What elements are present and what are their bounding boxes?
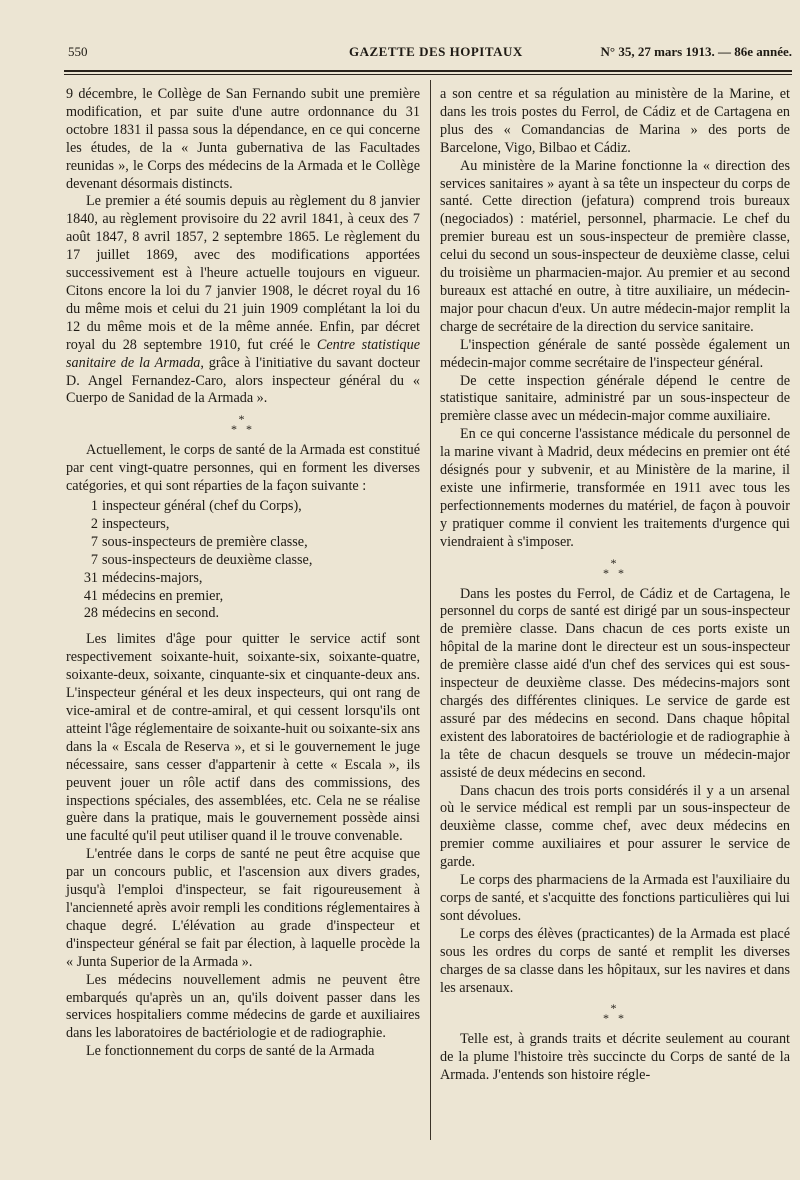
list-item: 28 médecins en second. xyxy=(83,605,220,622)
list-item: 7 sous-inspecteurs de deuxième classe, xyxy=(90,551,313,568)
list-item: 7 sous-inspecteurs de première classe, xyxy=(90,533,308,550)
list-item: 31 médecins-majors, xyxy=(83,569,203,586)
header-rule-thin xyxy=(64,74,792,75)
personnel-list xyxy=(66,498,420,623)
paragraph: Les limites d'âge pour quitter le service actif sont respectivement soixante-huit, soixante-six, soixante-quatre, soixante-deux, soixante, cinquante-six et cinquante-deux ans. L'inspecteur général et les deux inspecteurs, qui ont rang de vice-amiral et de contre-amiral, et qui cessent lorsqu'ils ont atteint l'âge réglementaire de soixante-huit ou soixante-six ans dans la « Escala de Reserva », et si le gouvernement le juge nécessaire, sans cesser d'appartenir à cette « Escala », ils peuvent jouer un rôle actif dans des commissions, des inspections spéciales, des assemblées, etc. Cela ne se réalise guère dans la pratique, mais le gouvernement possède ainsi une faculté qu'il peut utiliser quand il le trouve convenable. xyxy=(66,631,420,845)
column-divider xyxy=(430,80,431,1140)
paragraph: Le corps des élèves (practicantes) de la Armada est placé sous les ordres du corps de santé et remplit les diverses charges de sa classe dans les hôpitaux, sur les navires et dans les arsenaux. xyxy=(440,925,790,996)
section-separator: * * * xyxy=(231,412,255,437)
paragraph: Au ministère de la Marine fonctionne la « direction des services sanitaires » ayant à sa tête un inspecteur du corps de santé. Cette direction (jefatura) comprend trois bureaux (negociados) : matériel, personnel, pharmacie. Le chef du premier bureau est un sous-inspecteur de première classe, celui du second un sous-inspecteur de deuxième classe, celui du troisième un pharmacien-major. Au premier et au second bureaux est attaché en outre, à titre auxiliaire, un médecin-major pour chacun d'eux. Un autre médecin-major remplit la charge de secrétaire de la direction du service sanitaire. xyxy=(440,157,790,335)
paragraph: 9 décembre, le Collège de San Fernando subit une première modification, et par suite d'une autre ordonnance du 31 octobre 1831 il passa sous la dépendance, en ce qui concerne les études, de la « Junta gubernativa de las Facultades reunidas », le Corps des médecins de la Armada et le Collège devenant désormais distincts. xyxy=(66,86,420,192)
running-header xyxy=(64,44,792,64)
paragraph: En ce qui concerne l'assistance médicale du personnel de la marine vivant à Madrid, deux médecins en premier ont été désignés pour y subvenir, et au Ministère de la marine, il existe une infirmerie, transformée en 1911 avec tous les perfectionnements modernes du matériel, de façon à pouvoir y pratiquer comme il convient les traitements d'urgence qui viendraient à s'imposer. xyxy=(440,426,790,550)
left-column xyxy=(66,86,420,1061)
issue-info: N° 35, 27 mars 1913. — 86e année. xyxy=(600,44,792,59)
paragraph: a son centre et sa régulation au ministère de la Marine, et dans les trois postes du Ferrol, de Cádiz et de Cartagena en plus des « Comandancias de Marina » des ports de Barcelone, Vigo, Bilbao et Cádiz. xyxy=(440,86,790,156)
paragraph: L'inspection générale de santé possède également un médecin-major comme secrétaire de l'inspecteur général. xyxy=(440,336,790,371)
section-separator: * * * xyxy=(603,1001,627,1026)
paragraph: Telle est, à grands traits et décrite seulement au courant de la plume l'histoire très succincte du Corps de santé de la Armada. J'entends son histoire régle- xyxy=(440,1031,790,1084)
list-item: 2 inspecteurs, xyxy=(90,515,170,532)
section-separator: * * * xyxy=(603,555,627,580)
list-item: 41 médecins en premier, xyxy=(83,587,224,604)
right-column xyxy=(440,86,790,1085)
journal-title: GAZETTE DES HOPITAUX xyxy=(349,44,523,59)
paragraph: Actuellement, le corps de santé de la Armada est constitué par cent vingt-quatre personnes, qui en forment les diverses catégories, et qui sont réparties de la façon suivante : xyxy=(66,442,420,495)
page-number: 550 xyxy=(68,44,88,59)
paragraph: L'entrée dans le corps de santé ne peut être acquise que par un concours public, et l'ascension aux divers grades, jusqu'à l'emploi d'inspecteur, se fait rigoureusement à l'ancienneté après avoir rempli les conditions réglementaires à chaque degré. L'élévation au grade d'inspecteur et d'inspecteur général se fait par élection, à laquelle procède la « Junta Superior de la Armada ». xyxy=(66,846,420,970)
paragraph: Le corps des pharmaciens de la Armada est l'auxiliaire du corps de santé, et s'acquitte des fonctions particulières qui lui sont dévolues. xyxy=(440,872,790,924)
paragraph: Dans chacun des trois ports considérés il y a un arsenal où le service médical est rempli par un sous-inspecteur de deuxième classe, comme chef, avec deux médecins en premier comme auxiliaires et pour assurer le service de garde. xyxy=(440,782,790,871)
paragraph: De cette inspection générale dépend le centre de statistique sanitaire, administré par un sous-inspecteur de première classe avec un médecin-major comme auxiliaire. xyxy=(440,372,790,425)
list-item: 1 inspecteur général (chef du Corps), xyxy=(90,498,302,515)
paragraph: Le premier a été soumis depuis au règlement du 8 janvier 1840, au règlement provisoire du 22 avril 1841, à ceux des 7 août 1847, 8 avril 1857, 2 septembre 1865. Le règlement du 17 juillet 1869, avec des modifications apportées successivement est à l'heure actuelle toujours en vigueur. Citons encore la loi du 7 janvier 1908, le décret royal du 16 du même mois et celui du 21 juin 1909 complétant la loi du 12 du même mois et de la même année. Enfin, par décret royal du 28 septembre 1910, fut créé le Centre statistique sanitaire de la Armada, grâce à l'initiative du savant docteur D. Angel Fernandez-Caro, alors inspecteur général du « Cuerpo de Sanidad de la Armada ». xyxy=(66,193,421,407)
centre-name-italic: Centre statistique sanitaire de la Armada xyxy=(66,336,421,371)
header-rule-thick xyxy=(64,70,792,72)
paragraph: Le fonctionnement du corps de santé de la Armada xyxy=(86,1043,375,1060)
paragraph: Dans les postes du Ferrol, de Cádiz et de Cartagena, le personnel du corps de santé est dirigé par un sous-inspecteur de première classe. Dans chacun de ces ports existe un hôpital de la marine dont le directeur est un sous-inspecteur de première classe aidé d'un chef des services qui est sous-inspecteur de deuxième classe. Des médecins-majors sont chargés des différentes cliniques. Le service de garde est assuré par des médecins en second. Dans chaque hôpital existent des laboratoires de bactériologie et de radiographie à la tête de chacun desquels se trouve un médecin-major assisté de deux médecins en second. xyxy=(440,585,790,781)
paragraph: Les médecins nouvellement admis ne peuvent être embarqués qu'après un an, qu'ils doivent passer dans les services hospitaliers comme médecins de garde et auxiliaires dans les laboratoires de bactériologie et de radiographie. xyxy=(66,971,420,1042)
